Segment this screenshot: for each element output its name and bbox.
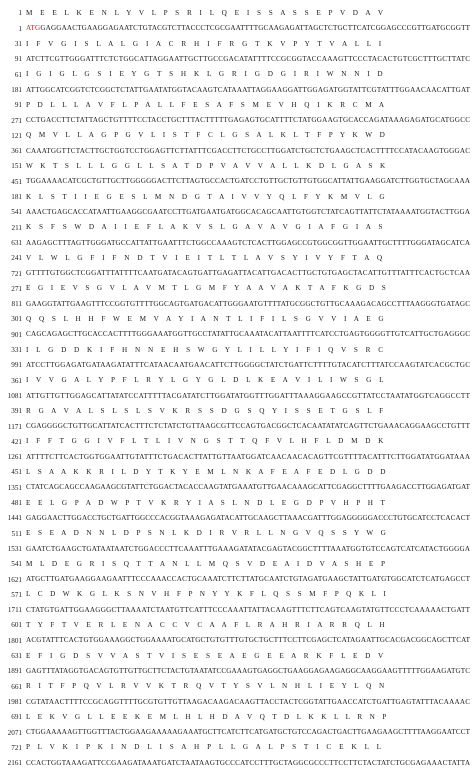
nucleotide-sequence [26,24,470,33]
position-number: 271 [11,116,22,125]
nucleotide-sequence: GAATCTGAAGCTGATAATAATCTGGACCCTTCAAATTTGAAAGATATACGAGTACGGCTTTTAAATGGTGTCCAGTCATCATACTGGGGA [26,544,471,553]
amino-acid-row [0,223,474,232]
amino-acid-sequence: Q M V L L A G P G V L I S T F C L G S A L K L T F P Y K W D [26,131,388,140]
nucleotide-sequence: CTATGTGATTGGAAGGGCTTAAAATCTAATGTTCATTTCCCAAATTATTACAAGTTTCTTCAGTCAAGTATGTTCCCTCAAAAACTGATT [26,605,471,614]
position-number: 31 [14,40,22,49]
nucleotide-row [0,698,474,707]
position-number: 631 [11,652,22,661]
position-number: 271 [11,284,22,293]
nucleotide-row [0,453,474,462]
nucleotide-row [0,24,474,33]
position-number: 1891 [7,667,22,676]
amino-acid-row [0,499,474,508]
position-number: 91 [14,101,22,110]
nucleotide-row [0,147,474,156]
position-number: 181 [11,85,22,94]
nucleotide-row [0,545,474,554]
nucleotide-sequence: CCTGACCTTCTATTAGCTGTTTTCCTACCTGCTTTACTTTTTGAGAGTGCATTTTCTATGGAAGTGCACCAGATAAAGAGATGCATGGCC [26,116,471,125]
amino-acid-row [0,713,474,722]
position-number: 361 [11,147,22,156]
amino-acid-sequence: M L D E G R I S Q T T A N L L M Q S V D E A I D V A S H E P [26,559,388,568]
amino-acid-row [0,743,474,752]
amino-acid-row [0,101,474,110]
amino-acid-row [0,407,474,416]
nucleotide-row [0,208,474,217]
position-number: 61 [14,70,22,79]
position-number: 2071 [7,728,22,737]
position-number: 1711 [7,606,22,615]
amino-acid-sequence: W K T S L L L G G L L S A T D P V A V V A L L K D L G A S K [26,162,389,171]
position-number: 1351 [7,483,22,492]
amino-acid-sequence: I V V G A L Y P F L R Y L G Y G L D L K E A V I L I W S G L [26,376,387,385]
position-number: 211 [11,223,22,232]
amino-acid-row [0,621,474,630]
amino-acid-sequence: L C D W K G L K S N V H F P N Y Y K F L Q S S M F P Q K L I [26,590,389,599]
position-number: 721 [11,743,22,752]
nucleotide-row [0,300,474,309]
amino-acid-row [0,590,474,599]
amino-acid-row [0,376,474,385]
nucleotide-sequence: GTTTTGTGGCTCGGATTTATTTTCAATGATACAGTGATTGAGATTACATTGACACTTGCTGTGAGCTACATTGTTTATTTCACTGCTCAA [26,269,471,278]
nucleotide-row [0,177,474,186]
position-number: 511 [11,529,22,538]
nucleotide-row [0,392,474,401]
position-number: 901 [11,330,22,339]
position-number: 721 [11,269,22,278]
amino-acid-sequence: P D L L L A V F L P A L L F E S A F S M E V H Q I K R C M A [26,100,388,109]
amino-acid-row [0,468,474,477]
nucleotide-sequence: ATTGGCATCGGTCTCGGCTCTATTGAATATGGTACAAGTCATAAATTAGGAAGGATTGGAGATGGTATTCGTATTTGGAACAACATTGAT [26,85,471,94]
amino-acid-sequence: Q Q S L H H F W E M V A Y I A N T L I F I L S G V V I A E G [26,315,387,324]
amino-acid-row [0,560,474,569]
nucleotide-row [0,116,474,125]
nucleotide-row [0,667,474,676]
position-number: 451 [11,468,22,477]
nucleotide-row [0,239,474,248]
amino-acid-row [0,652,474,661]
nucleotide-sequence: GAGTTTATAGGTGACAGTGTTGTTGCTTCTACTGTAATATCCGAAAGTGAGGCTGAAGGAGAAGAGGCAAGGAAGTTTTTGGAAGATGTC [26,666,471,675]
nucleotide-row [0,606,474,615]
position-number: 361 [11,376,22,385]
nucleotide-sequence: CGAGGGGCTGTTGCATTATCACTTTCTCTATCTGTTAAGCGTTCCAGTGACGGCTCACAATATATCAGTTCTGAAACAGGAAGCCTGTTT [26,422,471,431]
nucleotide-sequence: ATCTTCGTTGGGATTTCTCTGGCATTAGGAATTGCTTGCCGACATATTTTCCGCGGTACCAAAGTTCCCTACACTGTCGCTTTGCTTATC [26,54,471,63]
position-number: 631 [11,238,22,247]
nucleotide-sequence: CAAATGGTTCTACTTGCTGGTCCTGGAGTTCTTATTTCGACCTTCTGCCTTGGATCTGCTCTGAAGCTCACTTTTCCATACAAGTGGGAC [26,146,471,155]
amino-acid-row [0,131,474,140]
nucleotide-row [0,514,474,523]
amino-acid-sequence: T Y F T V E R L E N A C C V C A A F L R A H R I A R R Q L H [26,621,388,630]
amino-acid-row [0,254,474,263]
position-number: 331 [11,346,22,355]
position-number: 571 [11,590,22,599]
position-number: 691 [11,713,22,722]
nucleotide-sequence: AAGAGCTTTAGTTGGGATGCCATTATTGAATTTCTGGCCAAAGTCTCACTTGGAGCCGTGGCGGTTGGAATTGCTTTTGGGATAGCATCA [26,238,471,247]
nucleotide-row [0,330,474,339]
nucleotide-row [0,759,474,768]
position-number: 1 [18,9,22,18]
nucleotide-sequence: ATGCTTGATGAAGGAAGAATTTCCCAAACCACTGCAAATCTTCTTATGCAATCTGTAGATGAAGCTATTGATGTGGCATCTCATGAGCCT [26,575,471,584]
amino-acid-sequence: R G A V A L S L S L S V K R S S D G S Q Y I S S E T G S L F [26,406,387,415]
nucleotide-row [0,86,474,95]
nucleotide-sequence: GAGGAACTTGGACCTGCTGATTGGCCCACGGTAAAGAGATACATTGCAAGCTTAAACGATTTGGAGGGGGACCCTGTGCATCCTCACACT [26,513,471,522]
nucleotide-sequence: TGGAAAACATCGCTGTTGCTTGGGGGACTTCTTAGTGCCACTGATCCTGTTGCTGTTGTGGCATTATTGAAGGATCTTGGTGCTAGCAAA [26,177,471,186]
amino-acid-sequence: L S A A K K R I L D Y T K Y E M L N K A F E A F E D L G D D [26,468,389,477]
amino-acid-row [0,529,474,538]
nucleotide-sequence: CAGCAGAGCTTGCACCACTTTTGGGAAATGGTTGCCTATATTGCAAATACATTAATTTTCATCCTGAGTGGGGTTGTCATTGCTGAGGGC [26,330,471,339]
position-number: 1 [18,24,22,33]
amino-acid-row [0,193,474,202]
nucleotide-sequence: ATTTTCTTCACTGGTGGAATTGTATTTCTGACACTTATTGTTAATGGATCAACAACACAGTTCGTTTTACATTTCTTGGATATGGATAAA [26,452,471,461]
position-number: 601 [11,621,22,630]
position-number: 301 [11,315,22,324]
sequence-text: GAGGAACTGAAGGAGAATCTGTACGTCTTACCCTCGCGAATTTTGCAAGAGATTAGCTCTGCTTCATCGGAGCCCGTTGATGCGGTT [40,24,471,33]
nucleotide-row [0,361,474,370]
amino-acid-row [0,70,474,79]
amino-acid-row [0,315,474,324]
nucleotide-sequence: CCACTGGTAAAGATTCCGAAGATAAATGATCTAATAAGTGCCCATCCTTTGCTAGGCGCCCTTCCTTCTACTATCTGCGAGAAACTATTA [26,758,471,767]
nucleotide-sequence: CGTATAACTTTTCCGCAGGTTTTGCGTGTTGTTAAGACAAGACAAGTTACCTACTCGGTATTGAACCATCTGATTGAGTATTTACAAAAC [26,697,471,706]
amino-acid-sequence: I L G D D K I F H N N E H S W G Y L I L L Y I F I Q V S R C [26,345,387,354]
position-number: 1801 [7,636,22,645]
amino-acid-row [0,162,474,171]
amino-acid-sequence: K S F S W D A I I E F L A K V S L G A V A V G I A F G I A S [26,223,386,232]
amino-acid-sequence: P L V K I P K I N D L I S A H P L L G A L P S T I C E K L L [26,743,385,752]
amino-acid-sequence: R I T F P Q V L R V V K T R Q V T Y S V L N H L I E Y L Q N [26,682,388,691]
position-number: 541 [11,560,22,569]
nucleotide-row [0,728,474,737]
position-number: 1981 [7,697,22,706]
amino-acid-row [0,682,474,691]
nucleotide-row [0,55,474,64]
amino-acid-sequence: I F F T G G I V F L T L I V N G S T T Q F V L H F L D M D K [26,437,387,446]
amino-acid-sequence: L E K V G L L E E K E M L H L H D A V Q T D L K K L L R N P [26,712,390,721]
nucleotide-sequence: CTATCAGCAGCCAAGAAGCGTATTCTGGACTACACCAAGTATGAAATGTTGAACAAAGCATTCGAGGCTTTTGAAGACCTTGGAGATGAT [26,483,471,492]
amino-acid-sequence: E G I E V S G V L A V M T L G M F Y A A V A K T A F K G D S [26,284,389,293]
position-number: 1621 [7,575,22,584]
nucleotide-row [0,636,474,645]
amino-acid-row [0,9,474,18]
position-number: 991 [11,361,22,370]
nucleotide-row [0,422,474,431]
nucleotide-sequence: CTGGAAAAAGTTGGTTTACTGGAAGAAAAAGAAATGCTTCATCTTCATGATGCTGTCCAGACTGACTTGAAGAAGCTTTTAAGGAATCCT [26,728,471,737]
nucleotide-sequence: GAAGGTATTGAAGTTTCCGGTGTTTTGGCAGTGATGACATTGGGAATGTTTTATGCGGCTGTTGCAAAGACAGCCTTTAAGGGTGATAGC [26,299,471,308]
amino-acid-sequence: M E E L K E N L Y V L P S R I L Q E I S S A S S E P V D A V [26,9,387,18]
position-number: 541 [11,208,22,217]
nucleotide-sequence: ACGTATTTCACTGTGGAAAGGCTGGAAAATGCATGCTGTGTTTGTGCTGCTTTCCTTCGAGCTCATAGAATTGCACGACGGCAGCTTCAT [26,636,471,645]
position-number: 451 [11,177,22,186]
amino-acid-row [0,437,474,446]
position-number: 1171 [7,422,22,431]
position-number: 91 [14,55,22,64]
position-number: 661 [11,682,22,691]
position-number: 391 [11,407,22,416]
nucleotide-row [0,575,474,584]
start-codon-highlight: ATG [26,24,41,33]
position-number: 2161 [7,759,22,768]
amino-acid-sequence: V L W L G F I F N D T V I E I T L T L A V S Y I V Y F T A Q [26,253,386,262]
amino-acid-sequence: K L S T I I E G E S L M N D G T A I V V Y Q L F Y K M V L G [26,192,388,201]
position-number: 1081 [7,391,22,400]
position-number: 481 [11,499,22,508]
amino-acid-sequence: I F V G I S L A L G I A C R H I F R G T K V P Y T V A L L I [26,39,385,48]
amino-acid-sequence: E S E A D N N L D P S N L K D I R V R L L N G V Q S S Y W G [26,529,389,538]
nucleotide-sequence: AAACTGAGCACCATAATTGAAGGCGAATCCTTGATGAATGATGGCACAGCAATTGTGGTCTATCAGTTATTCTATAAAATGGTACTTGGA [26,207,471,216]
amino-acid-sequence: E F I G D S V V A S T V I S E S E A E G E E A R K F L E D V [26,651,387,660]
amino-acid-sequence: E E L G P A D W P T V K R Y I A S L N D L E G D P V H P H T [26,498,388,507]
nucleotide-row [0,483,474,492]
position-number: 1261 [7,453,22,462]
position-number: 151 [11,162,22,171]
position-number: 811 [11,300,22,309]
position-number: 421 [11,437,22,446]
nucleotide-sequence: ATTGTTGTTGGAGCATTATATCCATTTTTACGATATCTTGGATATGGTTTGGATTTAAAGGAAGCCGTTATCCTAATATGGTCAGGCCTT [26,391,471,400]
nucleotide-row [0,269,474,278]
position-number: 241 [11,254,22,263]
position-number: 1531 [7,544,22,553]
position-number: 1441 [7,514,22,523]
amino-acid-sequence: I G I G L G S I E Y G T S H K L G R I G D G I R I W N N I D [26,70,386,79]
position-number: 121 [11,131,22,140]
position-number: 181 [11,193,22,202]
nucleotide-sequence: ATCCTTGGAGATGATAAGATATTTCATAACAATGAACATTCTTGGGGCTATCTGATTCTTTTGTACATCTTTATCCAAGTATCACGCTGC [26,360,471,369]
amino-acid-row [0,40,474,49]
amino-acid-row [0,284,474,293]
amino-acid-row [0,346,474,355]
